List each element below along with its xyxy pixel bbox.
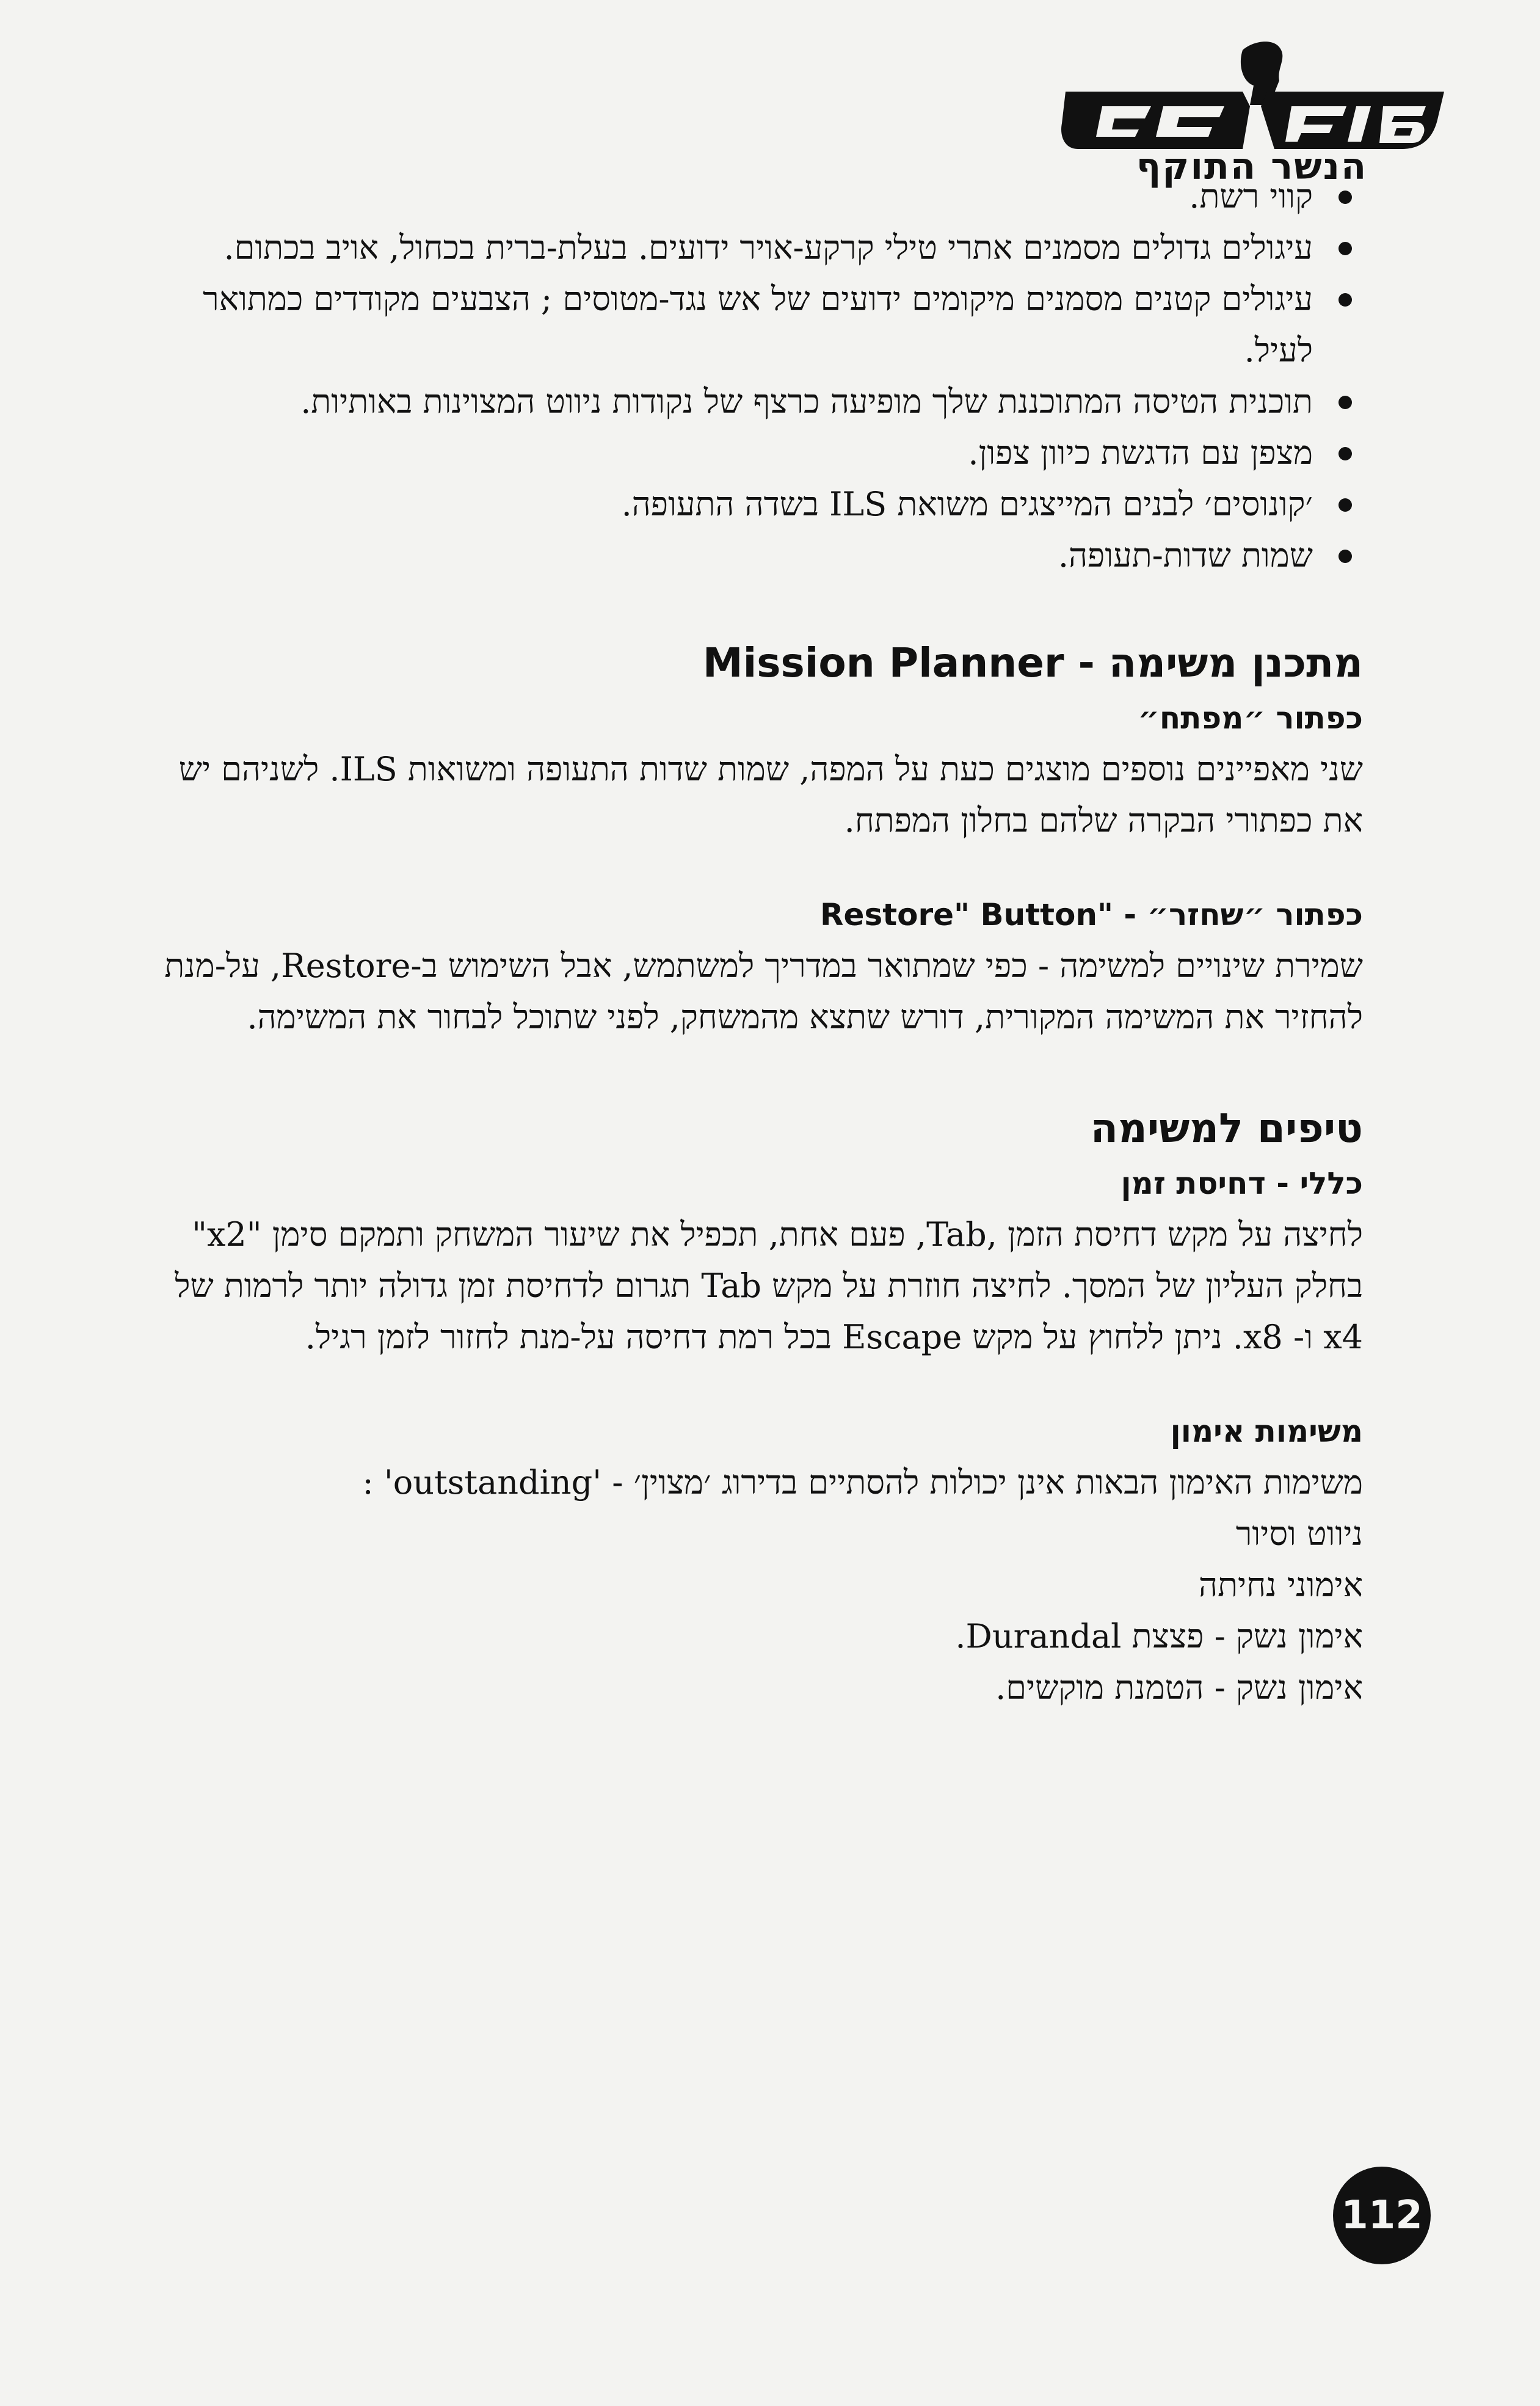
training-missions-heading: משימות אימון [1170, 1414, 1363, 1449]
bullet-icon [1338, 242, 1352, 255]
page-number-badge: 112 [1333, 2167, 1431, 2264]
page-content [142, 171, 1363, 1714]
list-item: קווי רשת. [142, 171, 1363, 222]
intro-bullet-list [142, 171, 1363, 581]
key-button-text: שני מאפיינים נוספים מוצגים כעת על המפה, שמות שדות התעופה ומשואות ILS. לשניהם יש את כפתורי הבקרה שלהם בחלון המפתח. [178, 750, 1363, 840]
logo-mark: F-16 [1263, 54, 1269, 57]
bullet-icon [1338, 396, 1352, 409]
list-item: עיגולים גדולים מסמנים אתרי טילי קרקע-אויר ידועים. בעלת-ברית בכחול, אויב בכתום. [142, 222, 1363, 274]
list-item: מצפן עם הדגשת כיוון צפון. [142, 427, 1363, 479]
list-item: עיגולים קטנים מסמנים מיקומים ידועים של אש נגד-מטוסים ; הצבעים מקודדים כמתואר לעיל. [142, 274, 1363, 376]
logo-subtitle: הנשר התוקף [1136, 145, 1368, 188]
list-item: ׳קונוסים׳ לבנים המייצגים משואת ILS בשדה התעופה. [142, 479, 1363, 530]
training-mission-list [142, 1508, 1363, 1714]
list-item: ניווט וסיור [1235, 1514, 1363, 1553]
list-item: תוכנית הטיסה המתוכננת שלך מופיעה כרצף של נקודות ניווט המצוינות באותיות. [142, 376, 1363, 427]
training-missions-intro: משימות האימון הבאות אינן יכולות להסתיים בדירוג ׳מצוין׳ - 'outstanding' : [362, 1463, 1363, 1502]
list-item: אימון נשק - הטמנת מוקשים. [995, 1668, 1363, 1707]
list-item: אימוני נחיתה [1199, 1566, 1363, 1604]
mission-planner-title: מתכנן משימה - Mission Planner [702, 639, 1363, 686]
list-item: שמות שדות-תעופה. [142, 530, 1363, 581]
time-compression-heading: כללי - דחיסת זמן [1120, 1166, 1363, 1201]
bullet-icon [1338, 191, 1352, 204]
restore-button-heading: כפתור ״שחזר״ - "Restore" Button [820, 897, 1363, 932]
bullet-icon [1338, 498, 1352, 512]
bullet-icon [1338, 447, 1352, 460]
restore-button-text: שמירת שינויים למשימה - כפי שמתואר במדריך למשתמש, אבל השימוש ב-Restore, על-מנת להחזיר את המשימה המקורית, דורש שתצא מהמשחק, לפני שתוכל לבחור את המשימה. [164, 947, 1363, 1036]
bullet-icon [1338, 293, 1352, 307]
list-item: אימון נשק - פצצת Durandal. [955, 1617, 1363, 1655]
time-compression-text: לחיצה על מקש דחיסת הזמן ,Tab, פעם אחת, תכפיל את שיעור המשחק ותמקם סימן "x2" בחלק העליון של המסך. לחיצה חוזרת על מקש Tab תגרום לדחיסת זמן גדולה יותר לרמות של x4 ו- x8. ניתן ללחוץ על מקש Escape בכל רמת דחיסה על-מנת לחזור לזמן רגיל. [175, 1215, 1363, 1356]
bullet-icon [1338, 550, 1352, 563]
mission-tips-title: טיפים למשימה [1090, 1105, 1363, 1152]
key-button-heading: כפתור ״מפתח״ [1138, 700, 1363, 736]
